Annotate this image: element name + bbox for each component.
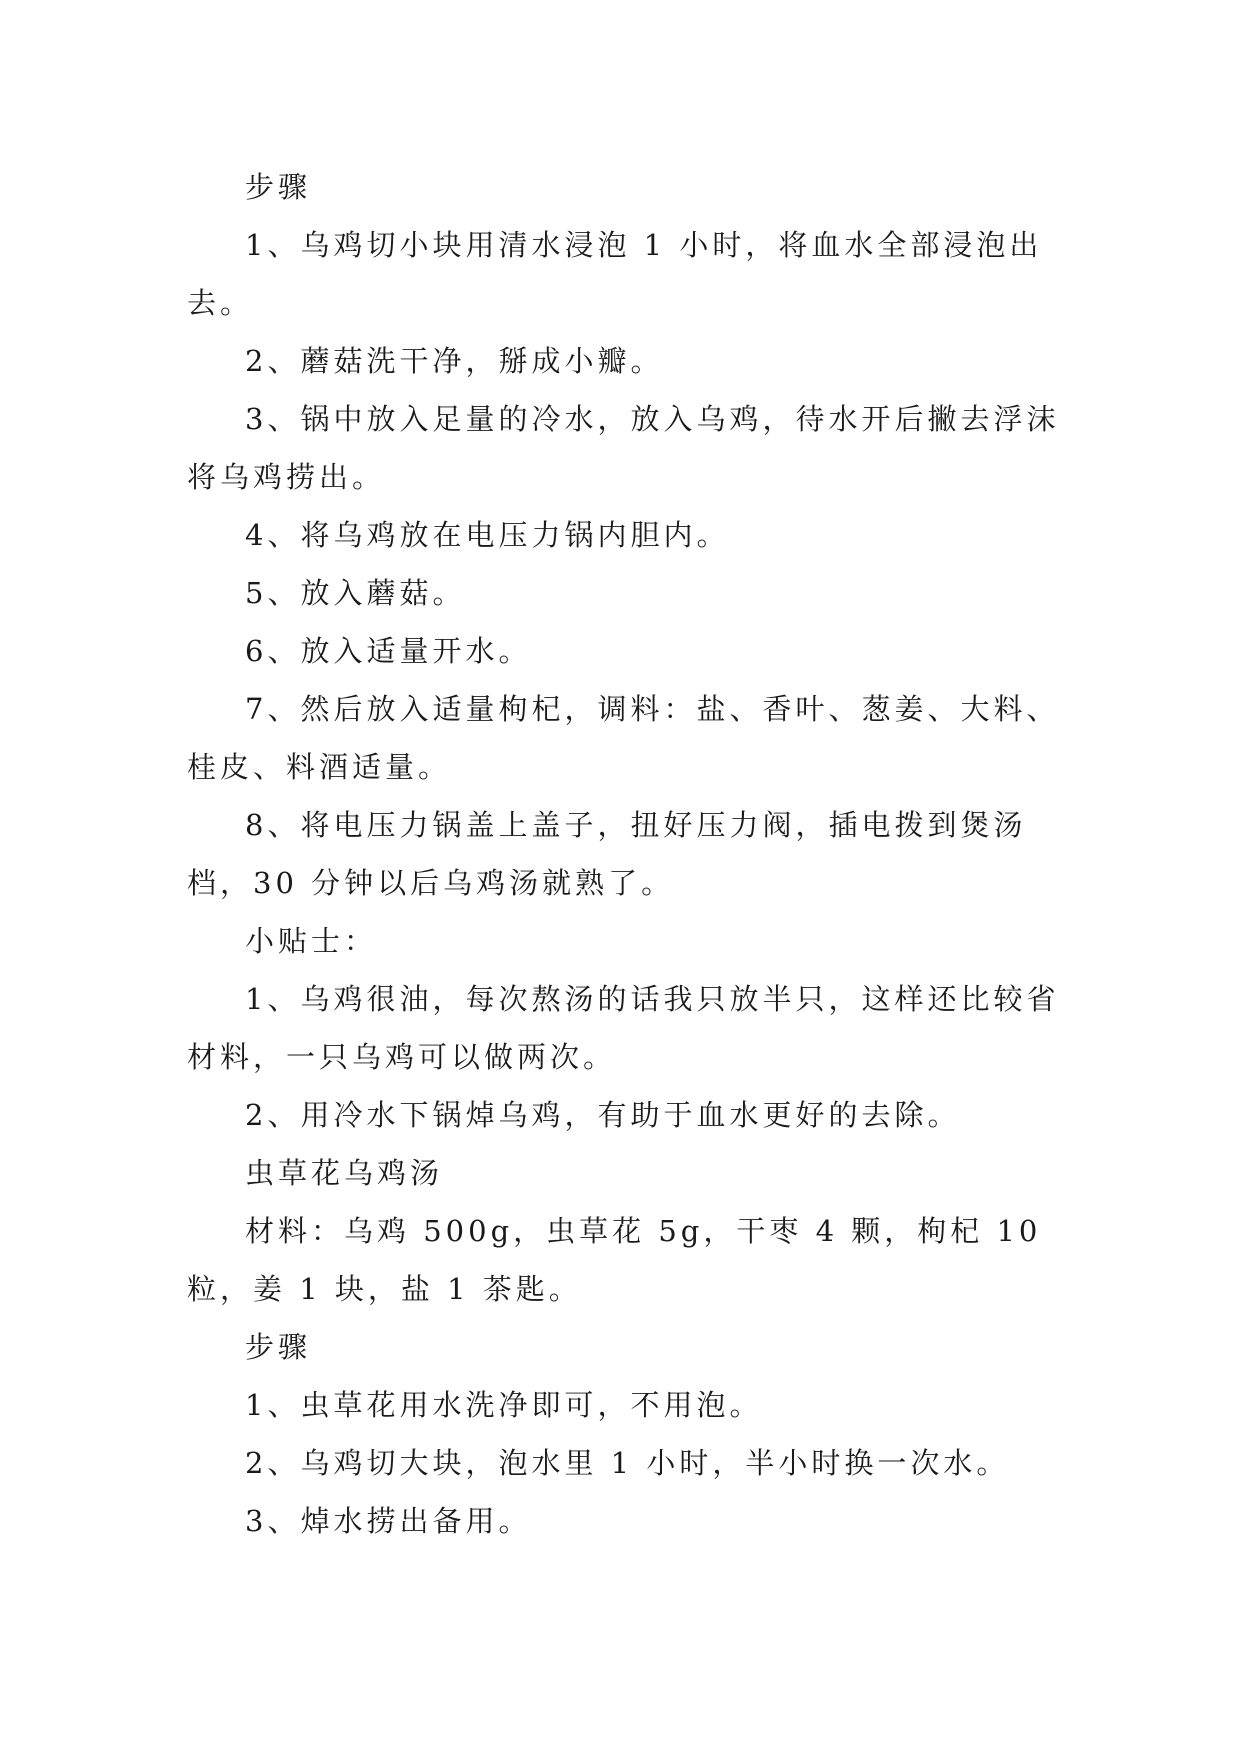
- paragraph-tips-heading: 小贴士：: [245, 924, 378, 958]
- paragraph-ingredients: 材料：乌鸡 500g，虫草花 5g，干枣 4 颗，枸杞 10 粒，姜 1 块，盐 1 茶匙。: [187, 1214, 1042, 1306]
- paragraph-tip-1: 1、乌鸡很油，每次熬汤的话我只放半只，这样还比较省材料，一只乌鸡可以做两次。: [187, 982, 1060, 1074]
- paragraph-step-5: 5、放入蘑菇。: [245, 576, 466, 610]
- paragraph-step-2: 2、蘑菇洗干净，掰成小瓣。: [245, 344, 664, 378]
- document-body: [187, 158, 1067, 1550]
- paragraph-steps-heading: 步骤: [245, 170, 312, 204]
- paragraph-step-2-3: 3、焯水捞出备用。: [245, 1504, 532, 1538]
- paragraph-tip-2: 2、用冷水下锅焯乌鸡，有助于血水更好的去除。: [245, 1098, 961, 1132]
- paragraph-step-4: 4、将乌鸡放在电压力锅内胆内。: [245, 518, 730, 552]
- paragraph-step-2-1: 1、虫草花用水洗净即可，不用泡。: [245, 1388, 763, 1422]
- paragraph-step-3: 3、锅中放入足量的冷水，放入乌鸡，待水开后撇去浮沫将乌鸡捞出。: [187, 402, 1060, 494]
- paragraph-step-2-2: 2、乌鸡切大块，泡水里 1 小时，半小时换一次水。: [245, 1446, 1010, 1480]
- paragraph-step-8: 8、将电压力锅盖上盖子，扭好压力阀，插电拨到煲汤档，30 分钟以后乌鸡汤就熟了。: [187, 808, 1027, 900]
- paragraph-step-1: 1、乌鸡切小块用清水浸泡 1 小时，将血水全部浸泡出去。: [187, 228, 1043, 320]
- paragraph-step-6: 6、放入适量开水。: [245, 634, 532, 668]
- paragraph-recipe-title: 虫草花乌鸡汤: [245, 1156, 444, 1190]
- paragraph-step-7: 7、然后放入适量枸杞，调料：盐、香叶、葱姜、大料、桂皮、料酒适量。: [187, 692, 1060, 784]
- paragraph-steps-heading-2: 步骤: [245, 1330, 312, 1364]
